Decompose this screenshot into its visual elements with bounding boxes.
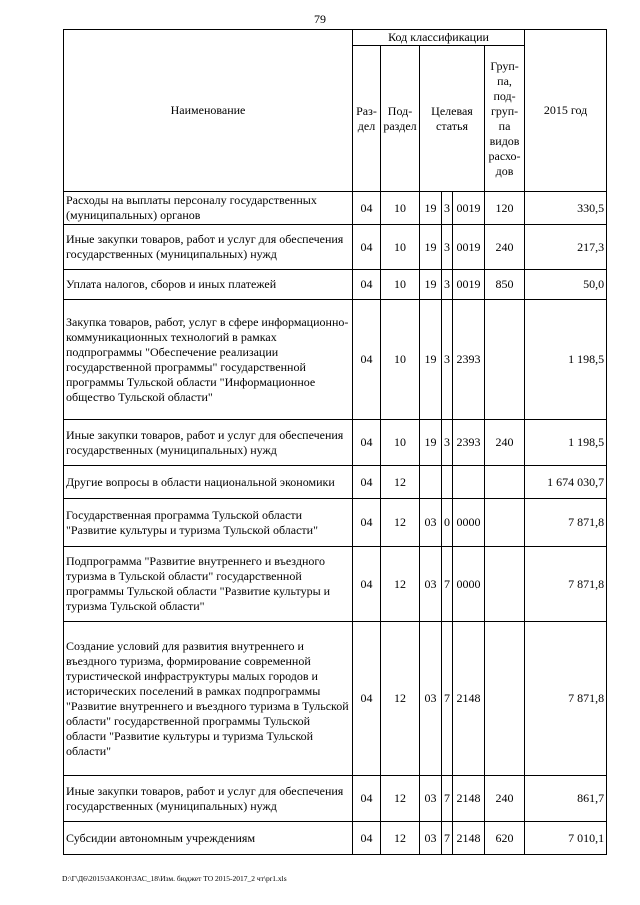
row-target-direction: 2148	[453, 622, 485, 776]
row-target-subprogram: 7	[442, 822, 453, 855]
row-amount: 7 871,8	[525, 499, 607, 547]
row-section: 04	[353, 270, 381, 300]
row-expense-type	[485, 547, 525, 622]
row-target-direction: 0019	[453, 270, 485, 300]
table-row	[64, 420, 607, 466]
row-target-direction: 0019	[453, 225, 485, 270]
row-target-subprogram: 7	[442, 776, 453, 822]
table-row	[64, 776, 607, 822]
header-group: Груп- па, под- груп- па видов расхо- дов	[485, 46, 525, 192]
row-name: Иные закупки товаров, работ и услуг для обеспечения государственных (муниципальных) нужд	[64, 420, 353, 466]
row-target-program: 19	[420, 192, 442, 225]
row-subsection: 12	[381, 822, 420, 855]
row-target-program: 03	[420, 499, 442, 547]
row-target-direction: 0000	[453, 499, 485, 547]
row-amount: 861,7	[525, 776, 607, 822]
row-subsection: 10	[381, 420, 420, 466]
row-section: 04	[353, 420, 381, 466]
table-row	[64, 300, 607, 420]
row-target-direction: 0000	[453, 547, 485, 622]
row-amount: 217,3	[525, 225, 607, 270]
table-row	[64, 192, 607, 225]
row-section: 04	[353, 822, 381, 855]
row-expense-type: 240	[485, 225, 525, 270]
row-section: 04	[353, 225, 381, 270]
row-target-direction: 2393	[453, 300, 485, 420]
row-target-subprogram: 7	[442, 547, 453, 622]
row-name: Иные закупки товаров, работ и услуг для обеспечения государственных (муниципальных) нужд	[64, 225, 353, 270]
row-subsection: 12	[381, 499, 420, 547]
row-target-direction: 2148	[453, 776, 485, 822]
row-name: Закупка товаров, работ, услуг в сфере информационно-коммуникационных технологий в рамках подпрограммы "Обеспечение реализации государственной программы" государственной программы Тульской области "Информационное общество Тульской области"	[64, 300, 353, 420]
row-target-subprogram: 7	[442, 622, 453, 776]
row-subsection: 10	[381, 300, 420, 420]
row-section: 04	[353, 300, 381, 420]
row-expense-type	[485, 622, 525, 776]
row-name: Государственная программа Тульской области "Развитие культуры и туризма Тульской области"	[64, 499, 353, 547]
row-section: 04	[353, 466, 381, 499]
row-name: Другие вопросы в области национальной экономики	[64, 466, 353, 499]
row-amount: 1 198,5	[525, 300, 607, 420]
row-amount: 7 871,8	[525, 547, 607, 622]
row-target-subprogram: 3	[442, 225, 453, 270]
table-row	[64, 225, 607, 270]
table-row	[64, 466, 607, 499]
row-name: Уплата налогов, сборов и иных платежей	[64, 270, 353, 300]
page-number: 79	[314, 12, 326, 26]
row-amount: 1 198,5	[525, 420, 607, 466]
row-target-direction: 0019	[453, 192, 485, 225]
row-target-direction: 2148	[453, 822, 485, 855]
row-target-program: 19	[420, 270, 442, 300]
row-expense-type: 850	[485, 270, 525, 300]
row-subsection: 12	[381, 466, 420, 499]
row-target-subprogram: 3	[442, 192, 453, 225]
row-target-program	[420, 466, 442, 499]
row-expense-type	[485, 300, 525, 420]
row-name: Субсидии автономным учреждениям	[64, 822, 353, 855]
header-section: Раз- дел	[353, 46, 381, 192]
row-target-program: 19	[420, 420, 442, 466]
row-target-program: 03	[420, 547, 442, 622]
table-row	[64, 547, 607, 622]
row-name: Подпрограмма "Развитие внутреннего и въездного туризма в Тульской области" государственной программы Тульской области "Развитие культуры и туризма Тульской области"	[64, 547, 353, 622]
header-code: Код классификации	[353, 30, 525, 46]
header-name: Наименование	[64, 30, 353, 192]
table-row	[64, 270, 607, 300]
row-name: Расходы на выплаты персоналу государственных (муниципальных) органов	[64, 192, 353, 225]
row-section: 04	[353, 776, 381, 822]
row-target-program: 19	[420, 300, 442, 420]
row-target-subprogram: 3	[442, 420, 453, 466]
row-subsection: 10	[381, 225, 420, 270]
row-amount: 7 871,8	[525, 622, 607, 776]
row-target-direction	[453, 466, 485, 499]
row-subsection: 10	[381, 192, 420, 225]
table-row	[64, 622, 607, 776]
row-amount: 50,0	[525, 270, 607, 300]
row-section: 04	[353, 192, 381, 225]
row-expense-type: 240	[485, 776, 525, 822]
table-row	[64, 499, 607, 547]
row-expense-type: 620	[485, 822, 525, 855]
row-expense-type	[485, 466, 525, 499]
row-expense-type: 120	[485, 192, 525, 225]
row-subsection: 12	[381, 776, 420, 822]
row-subsection: 12	[381, 547, 420, 622]
row-target-program: 03	[420, 822, 442, 855]
row-name: Иные закупки товаров, работ и услуг для обеспечения государственных (муниципальных) нужд	[64, 776, 353, 822]
row-target-program: 19	[420, 225, 442, 270]
row-subsection: 12	[381, 622, 420, 776]
row-expense-type	[485, 499, 525, 547]
header-year: 2015 год	[525, 30, 607, 192]
row-target-subprogram: 0	[442, 499, 453, 547]
row-target-subprogram	[442, 466, 453, 499]
header-subsection: Под- раздел	[381, 46, 420, 192]
row-name: Создание условий для развития внутреннего и въездного туризма, формирование современной туристической инфраструктуры малых городов и исторических поселений в рамках подпрограммы "Развитие внутреннего и въездного туризма в Тульской области" государственной программы Тульской области "Развитие культуры и туризма Тульской области"	[64, 622, 353, 776]
header-target: Целевая статья	[420, 46, 485, 192]
row-target-program: 03	[420, 622, 442, 776]
row-target-program: 03	[420, 776, 442, 822]
row-section: 04	[353, 622, 381, 776]
row-expense-type: 240	[485, 420, 525, 466]
row-target-subprogram: 3	[442, 300, 453, 420]
file-path-footer: D:\Г\Д6\2015\ЗАКОН\ЗАС_18\Изм. бюджет ТО 2015-2017_2 чт\pr1.xls	[62, 874, 287, 883]
row-section: 04	[353, 499, 381, 547]
row-section: 04	[353, 547, 381, 622]
row-amount: 330,5	[525, 192, 607, 225]
table-row	[64, 822, 607, 855]
row-target-subprogram: 3	[442, 270, 453, 300]
row-amount: 1 674 030,7	[525, 466, 607, 499]
row-amount: 7 010,1	[525, 822, 607, 855]
row-subsection: 10	[381, 270, 420, 300]
row-target-direction: 2393	[453, 420, 485, 466]
budget-table	[63, 29, 607, 855]
